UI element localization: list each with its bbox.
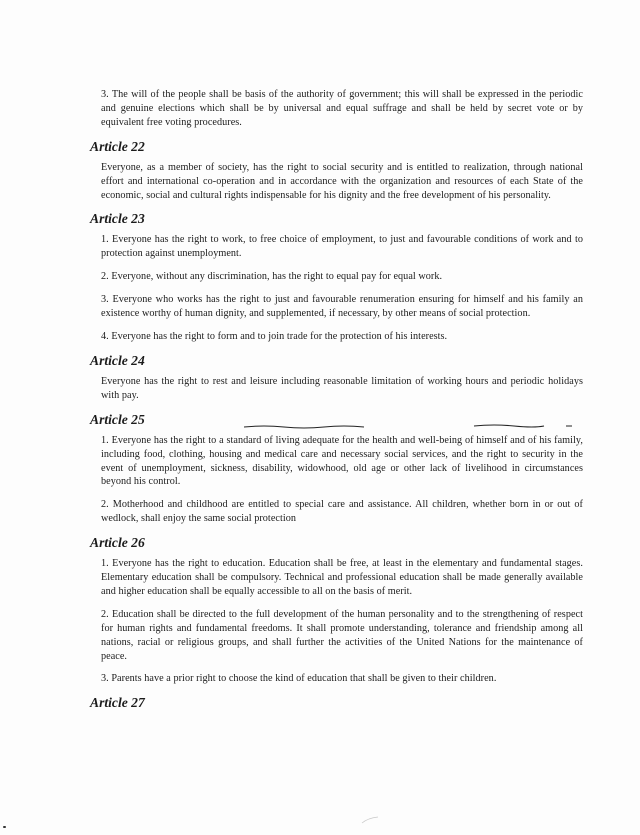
- article-26-heading: Article 26: [90, 535, 145, 551]
- article-23-heading: Article 23: [90, 211, 145, 227]
- article-23-paragraph-1: 1. Everyone has the right to work, to free choice of employment, to just and favourable conditions of work and to protection against unemployment.: [101, 234, 583, 260]
- article-26-paragraph-3: 3. Parents have a prior right to choose the kind of education that shall be given to their children.: [101, 673, 497, 685]
- article-26-paragraph-1: 1. Everyone has the right to education. Education shall be free, at least in the elementary and fundamental stages. Elementary education shall be compulsory. Technical and professional education shall be made generally available and higher education shall be equally accessible to all on the basis of merit.: [101, 558, 583, 597]
- scan-speck: [3, 826, 6, 828]
- article-27-heading: Article 27: [90, 695, 145, 711]
- article-24-paragraph: Everyone has the right to rest and leisure including reasonable limitation of working hours and periodic holidays with pay.: [101, 375, 583, 401]
- document-body: [90, 88, 583, 717]
- article-22-heading: Article 22: [90, 138, 145, 154]
- article-22-paragraph: Everyone, as a member of society, has the right to social security and is entitled to realization, through national effort and international co-operation and in accordance with the organization and resources of each State of the economic, social and cultural rights indispensable for his dignity and the free development of his personality.: [101, 161, 583, 201]
- article-26-paragraph-2: 2. Education shall be directed to the full development of the human personality and to the strengthening of respect for human rights and fundamental freedoms. It shall promote understanding, tolerance and friendship among all nations, racial or religious groups, and shall further the activities of the United Nations for the maintenance of peace.: [101, 608, 583, 662]
- intro-paragraph: 3. The will of the people shall be basis of the authority of government; this will shall be expressed in the periodic and genuine elections which shall be by universal and equal suffrage and shall be held by secret vote or by equivalent free voting procedures.: [101, 89, 583, 128]
- article-23-paragraph-3: 3. Everyone who works has the right to just and favourable renumeration ensuring for himself and his family an existence worthy of human dignity, and supplemented, if necessary, by other means of social protection.: [101, 294, 583, 320]
- article-27-section: [90, 695, 583, 711]
- article-24-heading: Article 24: [90, 352, 145, 368]
- article-25-heading: Article 25: [90, 411, 145, 427]
- article-25-paragraph-1: 1. Everyone has the right to a standard of living adequate for the health and well-being of himself and of his family, including food, clothing, housing and medical care and necessary social services, and the right to security in the event of unemployment, sickness, disability, widowhood, old age or other lack of livelihood in circumstances beyond his control.: [101, 434, 583, 488]
- scan-smudge: [360, 815, 380, 825]
- article-23-section: [90, 211, 583, 343]
- article-23-paragraph-4: 4. Everyone has the right to form and to join trade for the protection of his interests.: [101, 330, 448, 342]
- handwritten-underline-mark: [244, 418, 574, 432]
- article-22-section: [90, 138, 583, 203]
- article-24-section: [90, 352, 583, 403]
- article-25-paragraph-2: 2. Motherhood and childhood are entitled to special care and assistance. All children, whether born in or out of wedlock, shall enjoy the same social protection: [101, 499, 583, 525]
- article-23-paragraph-2: 2. Everyone, without any discrimination, has the right to equal pay for equal work.: [101, 271, 443, 283]
- article-26-section: [90, 535, 583, 686]
